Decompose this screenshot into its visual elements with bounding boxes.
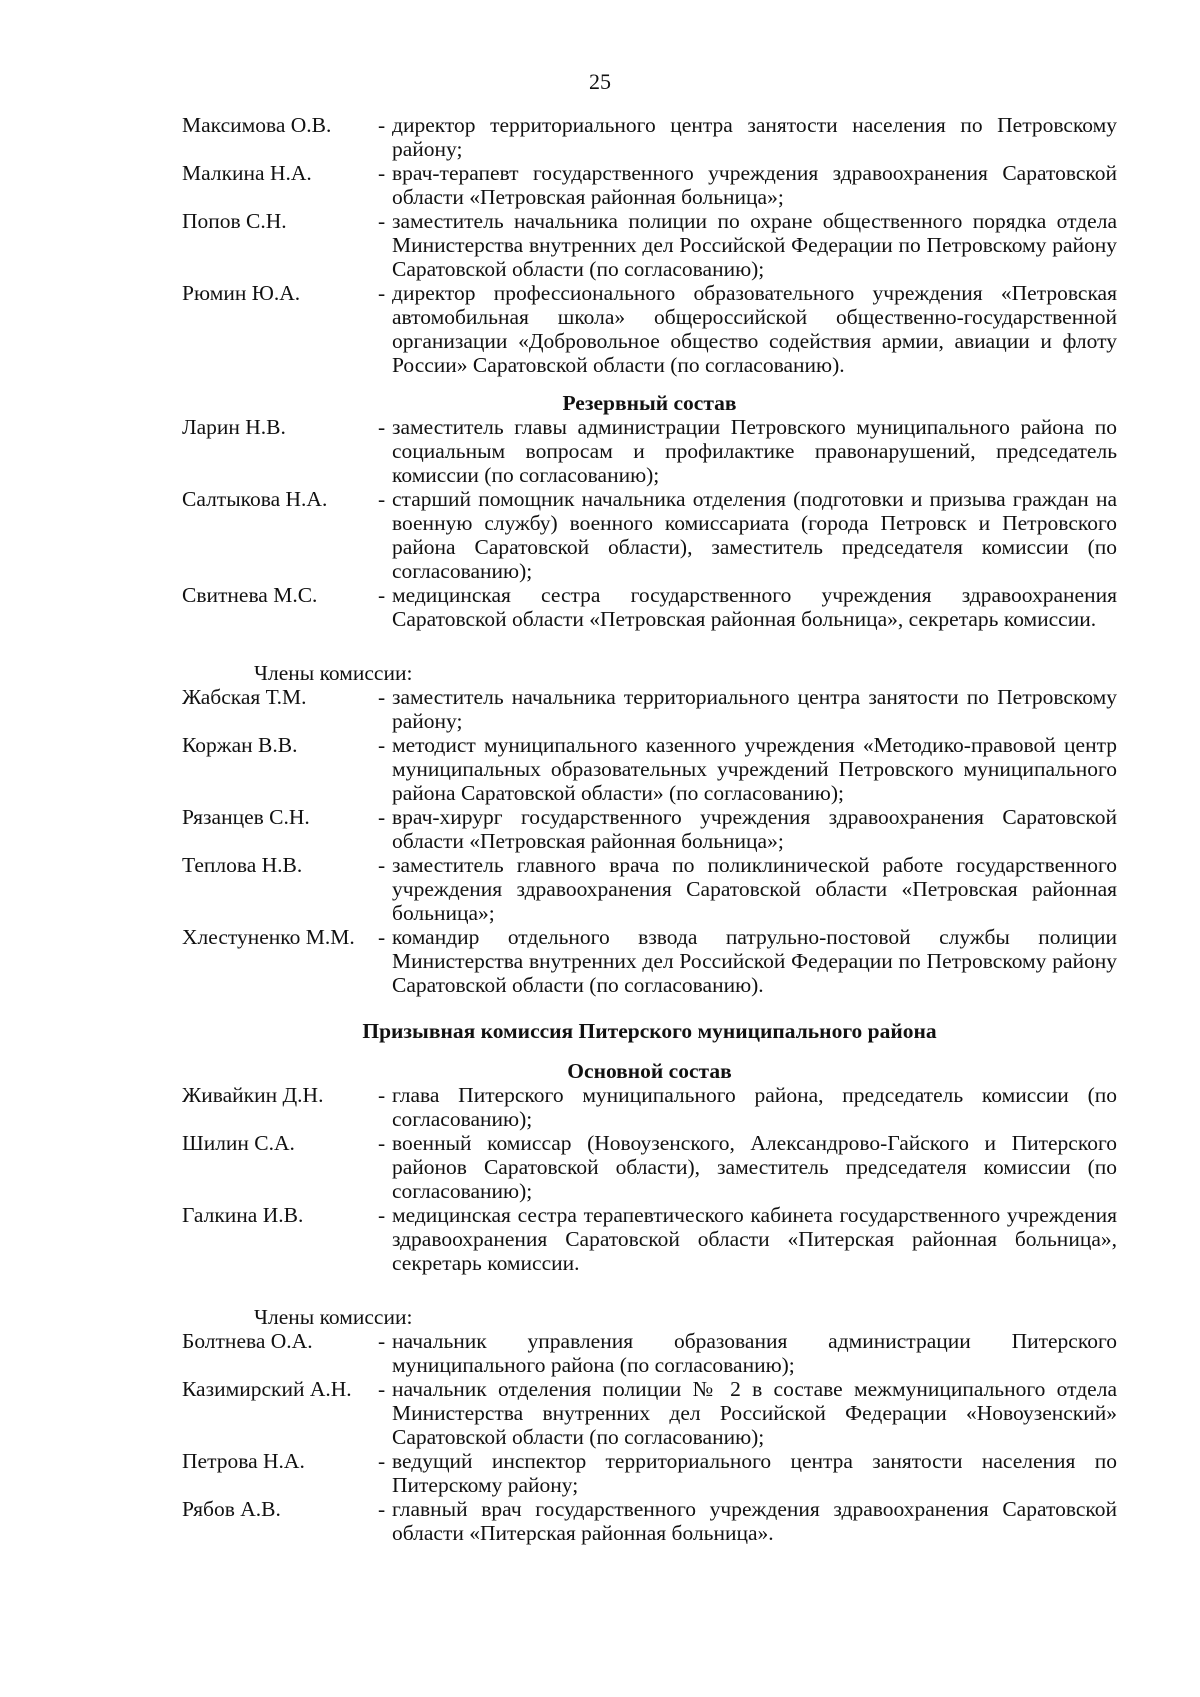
member-role: ведущий инспектор территориального центра занятости населения по Питерскому району; — [392, 1449, 1117, 1497]
list-item — [182, 685, 1117, 733]
member-role: глава Питерского муниципального района, председатель комиссии (по согласованию); — [392, 1083, 1117, 1131]
dash: - — [378, 1497, 386, 1521]
dash: - — [378, 1329, 386, 1353]
member-role: заместитель начальника полиции по охране общественного порядка отдела Министерства внутренних дел Российской Федерации по Петровскому району Саратовской области (по согласованию); — [392, 209, 1117, 281]
member-name: Жабская Т.М. — [182, 685, 307, 709]
member-role: методист муниципального казенного учреждения «Методико-правовой центр муниципальных образовательных учреждений Петровского муниципального района Саратовской области» (по согласованию); — [392, 733, 1117, 805]
list-item — [182, 1083, 1117, 1131]
member-name: Живайкин Д.Н. — [182, 1083, 324, 1107]
dash: - — [378, 113, 386, 137]
list-item — [182, 487, 1117, 583]
members-label: Члены комиссии: — [254, 661, 413, 685]
list-item — [182, 1329, 1117, 1377]
member-name: Коржан В.В. — [182, 733, 298, 757]
dash: - — [378, 209, 386, 233]
member-name: Салтыкова Н.А. — [182, 487, 328, 511]
member-role: заместитель начальника территориального центра занятости по Петровскому району; — [392, 685, 1117, 733]
member-role: командир отдельного взвода патрульно-постовой службы полиции Министерства внутренних дел Российской Федерации по Петровскому району Саратовской области (по согласованию). — [392, 925, 1117, 997]
list-item — [182, 925, 1117, 997]
member-name: Рязанцев С.Н. — [182, 805, 310, 829]
commission-heading: Призывная комиссия Питерского муниципального района — [362, 1019, 937, 1043]
member-name: Теплова Н.В. — [182, 853, 303, 877]
member-role: врач-хирург государственного учреждения здравоохранения Саратовской области «Петровская районная больница»; — [392, 805, 1117, 853]
list-item — [182, 805, 1117, 853]
document-body — [182, 113, 1117, 1545]
list-item — [182, 1497, 1117, 1545]
dash: - — [378, 281, 386, 305]
member-role: начальник управления образования администрации Питерского муниципального района (по согласованию); — [392, 1329, 1117, 1377]
member-role: директор профессионального образовательного учреждения «Петровская автомобильная школа» общероссийской общественно-государственной организации «Добровольное общество содействия армии, авиации и флоту России» Саратовской области (по согласованию). — [392, 281, 1117, 377]
list-item — [182, 415, 1117, 487]
member-name: Рюмин Ю.А. — [182, 281, 301, 305]
member-role: главный врач государственного учреждения здравоохранения Саратовской области «Питерская районная больница». — [392, 1497, 1117, 1545]
member-list — [182, 1083, 1117, 1275]
dash: - — [378, 853, 386, 877]
member-role: заместитель главы администрации Петровского муниципального района по социальным вопросам и профилактике правонарушений, председатель комиссии (по согласованию); — [392, 415, 1117, 487]
dash: - — [378, 415, 386, 439]
member-list — [182, 685, 1117, 997]
list-item — [182, 853, 1117, 925]
list-item — [182, 281, 1117, 377]
member-name: Рябов А.В. — [182, 1497, 281, 1521]
dash: - — [378, 1083, 386, 1107]
dash: - — [378, 1203, 386, 1227]
member-name: Свитнева М.С. — [182, 583, 318, 607]
list-item — [182, 1377, 1117, 1449]
member-role: начальник отделения полиции № 2 в составе межмуниципального отдела Министерства внутренних дел Российской Федерации «Новоузенский» Саратовской области (по согласованию); — [392, 1377, 1117, 1449]
dash: - — [378, 1377, 386, 1401]
dash: - — [378, 685, 386, 709]
member-name: Болтнева О.А. — [182, 1329, 313, 1353]
list-item — [182, 161, 1117, 209]
dash: - — [378, 805, 386, 829]
list-item — [182, 209, 1117, 281]
member-name: Максимова О.В. — [182, 113, 332, 137]
list-item — [182, 113, 1117, 161]
members-label: Члены комиссии: — [254, 1305, 413, 1329]
main-heading: Основной состав — [567, 1059, 732, 1083]
member-role: медицинская сестра государственного учреждения здравоохранения Саратовской области «Петровская районная больница», секретарь комиссии. — [392, 583, 1117, 631]
member-name: Хлестуненко М.М. — [182, 925, 355, 949]
list-item — [182, 1203, 1117, 1275]
member-name: Ларин Н.В. — [182, 415, 286, 439]
member-name: Галкина И.В. — [182, 1203, 304, 1227]
dash: - — [378, 1449, 386, 1473]
reserve-heading: Резервный состав — [562, 391, 737, 415]
member-name: Шилин С.А. — [182, 1131, 295, 1155]
member-list — [182, 1329, 1117, 1545]
member-role: врач-терапевт государственного учреждения здравоохранения Саратовской области «Петровская районная больница»; — [392, 161, 1117, 209]
dash: - — [378, 583, 386, 607]
member-name: Попов С.Н. — [182, 209, 287, 233]
dash: - — [378, 733, 386, 757]
dash: - — [378, 1131, 386, 1155]
list-item — [182, 733, 1117, 805]
member-name: Малкина Н.А. — [182, 161, 312, 185]
dash: - — [378, 161, 386, 185]
member-role: старший помощник начальника отделения (подготовки и призыва граждан на военную службу) военного комиссариата (города Петровск и Петровского района Саратовской области), заместитель председателя комиссии (по согласованию); — [392, 487, 1117, 583]
list-item — [182, 1131, 1117, 1203]
member-list — [182, 415, 1117, 631]
page-number: 25 — [589, 69, 611, 94]
member-role: медицинская сестра терапевтического кабинета государственного учреждения здравоохранения Саратовской области «Питерская районная больница», секретарь комиссии. — [392, 1203, 1117, 1275]
dash: - — [378, 925, 386, 949]
member-role: директор территориального центра занятости населения по Петровскому району; — [392, 113, 1117, 161]
member-role: заместитель главного врача по поликлинической работе государственного учреждения здравоохранения Саратовской области «Петровская районная больница»; — [392, 853, 1117, 925]
list-item — [182, 1449, 1117, 1497]
list-item — [182, 583, 1117, 631]
member-name: Казимирский А.Н. — [182, 1377, 352, 1401]
dash: - — [378, 487, 386, 511]
member-name: Петрова Н.А. — [182, 1449, 305, 1473]
member-role: военный комиссар (Новоузенского, Александрово-Гайского и Питерского районов Саратовской области), заместитель председателя комиссии (по согласованию); — [392, 1131, 1117, 1203]
member-list — [182, 113, 1117, 377]
